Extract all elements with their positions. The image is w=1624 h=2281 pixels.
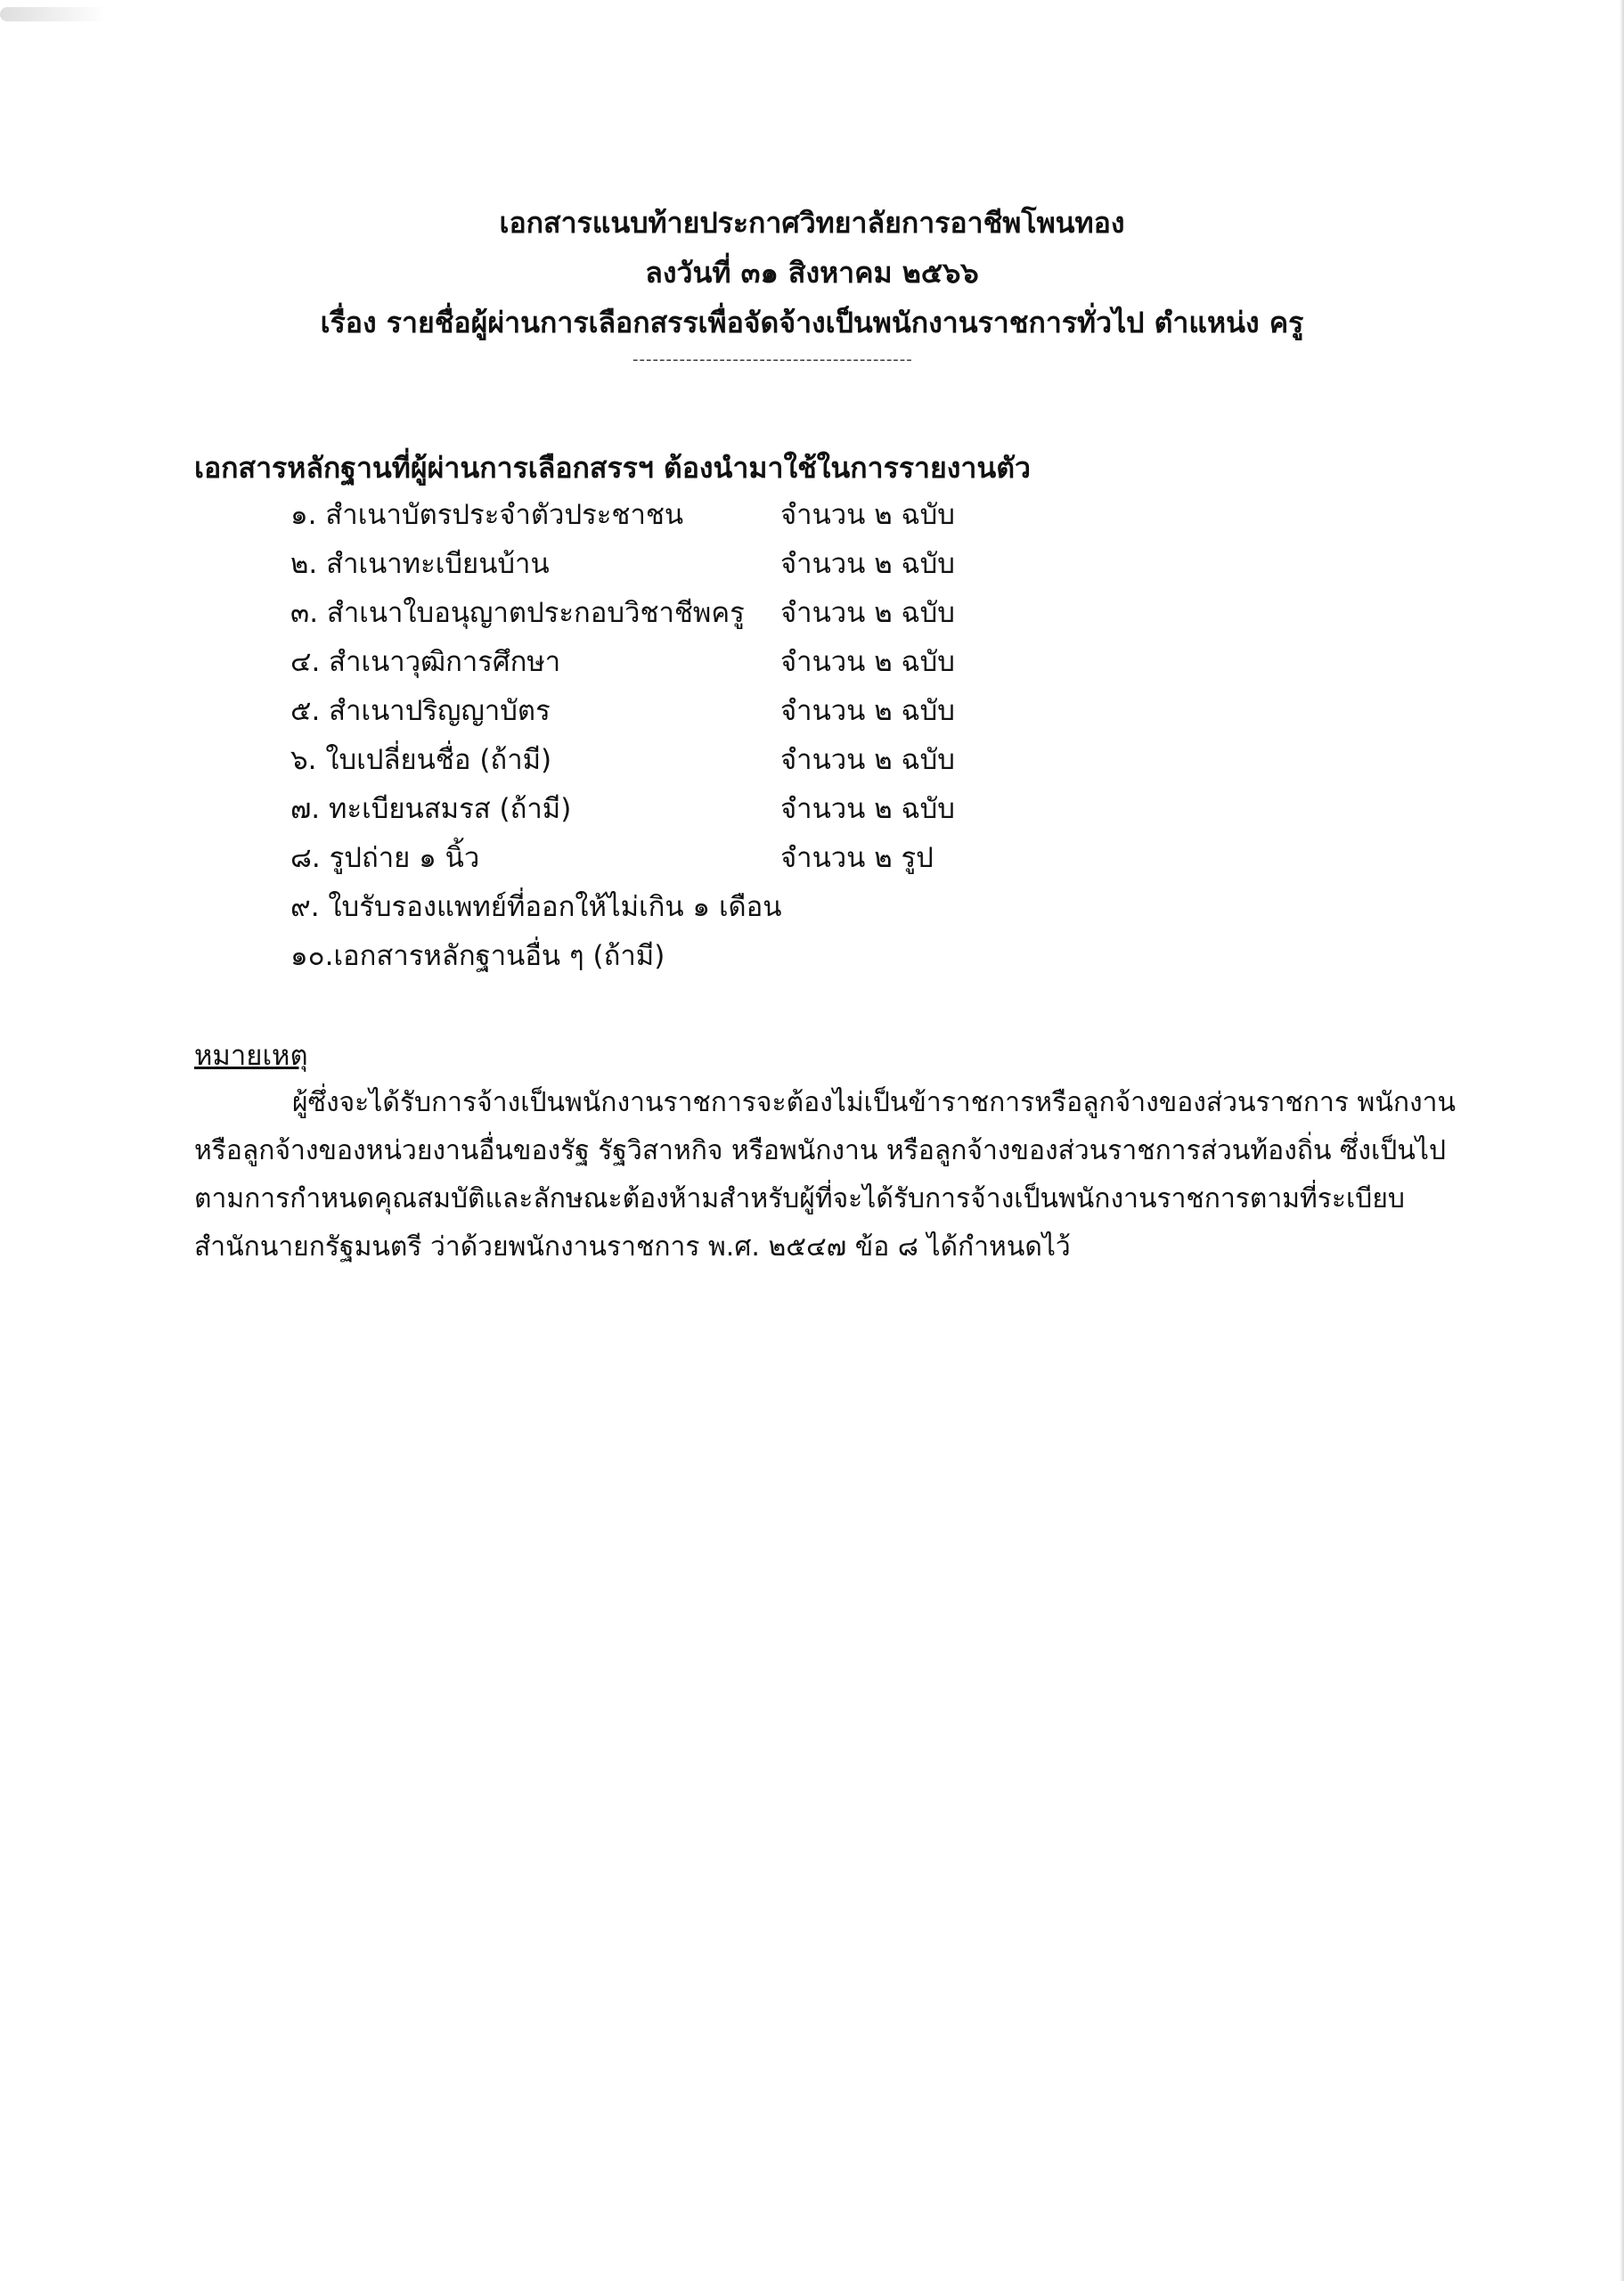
document-name: ๙. ใบรับรองแพทย์ที่ออกให้ไม่เกิน ๑ เดือน xyxy=(290,891,782,923)
document-quantity: จำนวน ๒ ฉบับ xyxy=(780,646,955,678)
note-label: หมายเหตุ xyxy=(194,1040,308,1072)
document-name: ๘. รูปถ่าย ๑ นิ้ว xyxy=(290,842,480,874)
header-divider-text: ------------------------------------------ xyxy=(632,350,913,369)
document-name: ๓. สำเนาใบอนุญาตประกอบวิชาชีพครู xyxy=(290,597,745,629)
documents-heading: เอกสารหลักฐานที่ผู้ผ่านการเลือกสรรฯ ต้องนำมาใช้ในการรายงานตัว xyxy=(194,451,1031,485)
document-quantity: จำนวน ๒ ฉบับ xyxy=(780,597,955,629)
list-item xyxy=(290,934,1092,983)
list-item xyxy=(290,591,1092,640)
document-quantity: จำนวน ๒ ฉบับ xyxy=(780,548,955,580)
required-documents-list xyxy=(290,493,1092,983)
list-item xyxy=(290,738,1092,787)
document-name: ๕. สำเนาปริญญาบัตร xyxy=(290,695,551,727)
header-date: ลงวันที่ ๓๑ สิงหาคม ๒๕๖๖ xyxy=(645,256,979,290)
document-quantity: จำนวน ๒ ฉบับ xyxy=(780,793,955,825)
note-body xyxy=(194,1079,1468,1271)
document-name: ๒. สำเนาทะเบียนบ้าน xyxy=(290,548,550,580)
header-title: เอกสารแนบท้ายประกาศวิทยาลัยการอาชีพโพนทอง xyxy=(499,206,1125,240)
note-line: สำนักนายกรัฐมนตรี ว่าด้วยพนักงานราชการ พ.ศ. ๒๕๔๗ ข้อ ๘ ได้กำหนดไว้ xyxy=(194,1231,1071,1263)
document-name: ๗. ทะเบียนสมรส (ถ้ามี) xyxy=(290,793,572,825)
list-item xyxy=(290,493,1092,542)
document-name: ๔. สำเนาวุฒิการศึกษา xyxy=(290,646,561,678)
list-item xyxy=(290,689,1092,738)
document-name: ๑. สำเนาบัตรประจำตัวประชาชน xyxy=(290,499,684,531)
list-item xyxy=(290,787,1092,836)
document-quantity: จำนวน ๒ ฉบับ xyxy=(780,499,955,531)
document-name: ๑๐.เอกสารหลักฐานอื่น ๆ (ถ้ามี) xyxy=(290,940,665,972)
note-line: ตามการกำหนดคุณสมบัติและลักษณะต้องห้ามสำหรับผู้ที่จะได้รับการจ้างเป็นพนักงานราชการตามที่ระเบียบ xyxy=(194,1183,1405,1214)
list-item xyxy=(290,640,1092,689)
document-quantity: จำนวน ๒ ฉบับ xyxy=(780,744,955,776)
document-header xyxy=(0,198,1624,347)
list-item xyxy=(290,542,1092,591)
list-item xyxy=(290,836,1092,885)
document-quantity: จำนวน ๒ ฉบับ xyxy=(780,695,955,727)
note-line: ผู้ซึ่งจะได้รับการจ้างเป็นพนักงานราชการจะต้องไม่เป็นข้าราชการหรือลูกจ้างของส่วนราชการ พนักงาน xyxy=(292,1087,1456,1118)
scan-smudge xyxy=(0,7,107,21)
document-quantity: จำนวน ๒ รูป xyxy=(780,842,934,874)
note-line: หรือลูกจ้างของหน่วยงานอื่นของรัฐ รัฐวิสาหกิจ หรือพนักงาน หรือลูกจ้างของส่วนราชการส่วนท้องถิ่น ซึ่งเป็นไป xyxy=(194,1135,1446,1166)
header-subject: เรื่อง รายชื่อผู้ผ่านการเลือกสรรเพื่อจัดจ้างเป็นพนักงานราชการทั่วไป ตำแหน่ง ครู xyxy=(320,306,1304,339)
document-name: ๖. ใบเปลี่ยนชื่อ (ถ้ามี) xyxy=(290,744,552,776)
list-item xyxy=(290,885,1092,934)
